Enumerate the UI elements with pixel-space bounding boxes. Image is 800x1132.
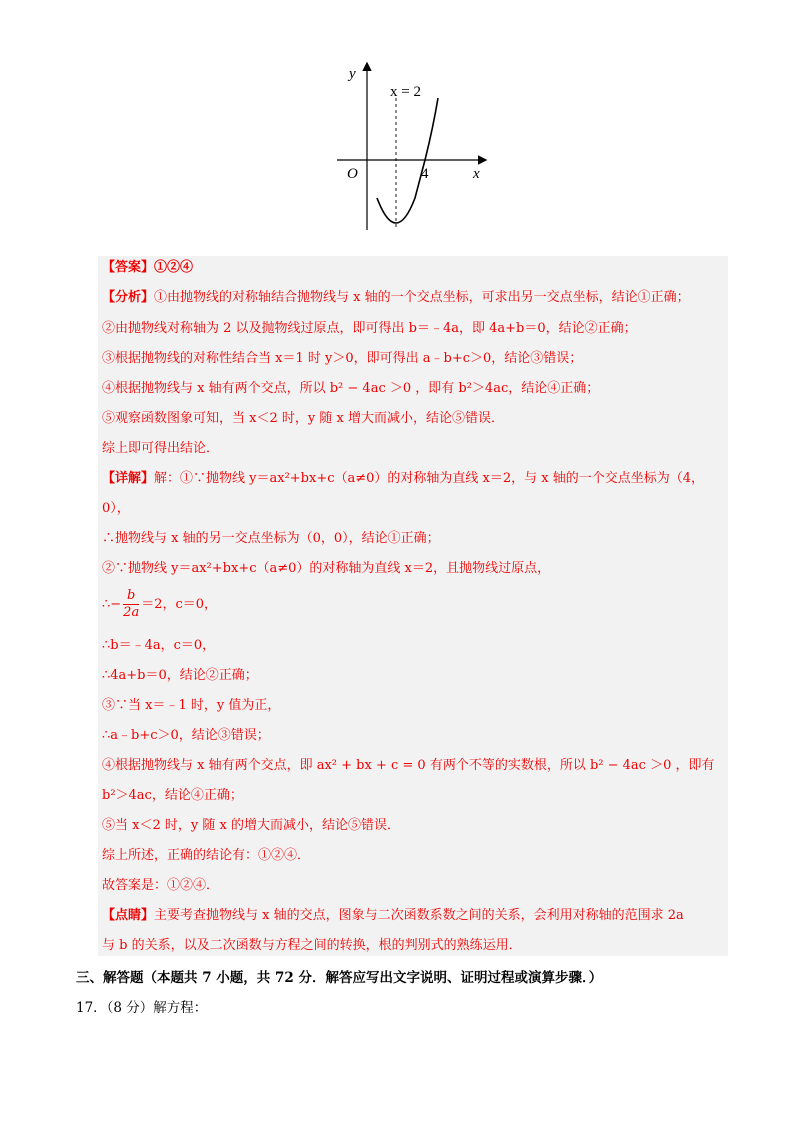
detail-line-10: ④根据抛物线与 x 轴有两个交点，即 ax² + bx + c = 0 有两个不等的实数根，所以 b² − 4ac ＞0 ，即有 <box>102 758 715 773</box>
comment-tag: 【点睛】 <box>102 908 155 923</box>
fraction-result: ＝2，c＝0， <box>141 597 218 612</box>
symmetry-axis-label: x = 2 <box>390 84 421 100</box>
detail-line-5 <box>102 588 724 622</box>
detail-line-13: 综上所述，正确的结论有：①②④． <box>102 848 311 863</box>
analysis-line-2: ②由抛物线对称轴为 2 以及抛物线过原点，即可得出 b＝﹣4a，即 4a+b＝0，结论②正确； <box>102 321 637 336</box>
detail-line-1 <box>102 469 724 489</box>
fraction-numerator: b <box>123 588 139 605</box>
detail-line-14: 故答案是：①②④． <box>102 878 220 893</box>
question-17: 17．（8 分）解方程： <box>76 1000 208 1016</box>
comment-line-2: 与 b 的关系，以及二次函数与方程之间的转换，根的判别式的熟练运用． <box>102 938 522 953</box>
parabola-figure <box>335 58 495 238</box>
therefore-minus: ∴− <box>102 597 122 612</box>
analysis-line-4: ④根据抛物线与 x 轴有两个交点，所以 b² − 4ac ＞0 ，即有 b²＞4ac，结论④正确； <box>102 381 600 396</box>
answer-analysis-block <box>98 256 728 956</box>
y-axis-label: y <box>349 66 356 82</box>
origin-label: O <box>347 166 358 182</box>
comment-text: 主要考查抛物线与 x 轴的交点，图象与二次函数系数之间的关系，会利用对称轴的范围求 2a <box>154 908 684 923</box>
detail-line-9: ∴a﹣b+c＞0，结论③错误； <box>102 728 270 743</box>
section-title: 三、解答题（本题共 7 小题，共 72 分．解答应写出文字说明、证明过程或演算步骤．） <box>76 970 603 986</box>
analysis-tag: 【分析】 <box>102 290 155 305</box>
detail-line-3: ∴抛物线与 x 轴的另一交点坐标为（0，0），结论①正确； <box>102 531 440 546</box>
x-axis-label: x <box>473 166 480 182</box>
answer-text: 【答案】①②④ <box>102 260 194 275</box>
analysis-line-3: ③根据抛物线的对称性结合当 x＝1 时 y＞0，即可得出 a﹣b+c＞0，结论③错误； <box>102 351 583 366</box>
answer-line <box>102 258 724 278</box>
analysis-line-6: 综上即可得出结论． <box>102 441 220 456</box>
detail-line-8: ③∵当 x＝﹣1 时，y 值为正， <box>102 698 281 713</box>
detail-line-4: ②∵抛物线 y＝ax²+bx+c（a≠0）的对称轴为直线 x＝2，且抛物线过原点， <box>102 561 551 576</box>
detail-tag: 【详解】 <box>102 471 155 486</box>
detail-line-6: ∴b＝﹣4a，c＝0， <box>102 638 216 653</box>
detail-line-2: 0）， <box>102 501 130 516</box>
fraction-denominator: 2a <box>123 605 140 620</box>
analysis-line-1 <box>102 288 724 308</box>
detail-line-12: ⑤当 x＜2 时，y 随 x 的增大而减小，结论⑤错误． <box>102 818 400 833</box>
root-label: 4 <box>421 166 429 182</box>
analysis-line-5: ⑤观察函数图象可知，当 x＜2 时，y 随 x 增大而减小，结论⑤错误． <box>102 411 504 426</box>
comment-line-1 <box>102 906 724 926</box>
detail-line-11: b²＞4ac，结论④正确； <box>102 788 243 803</box>
detail-line-7: ∴4a+b＝0，结论②正确； <box>102 668 258 683</box>
fraction <box>123 588 139 621</box>
detail-text: 解：①∵抛物线 y＝ax²+bx+c（a≠0）的对称轴为直线 x＝2，与 x 轴的一个交点坐标为（4， <box>154 471 705 486</box>
analysis-text: ①由抛物线的对称轴结合抛物线与 x 轴的一个交点坐标，可求出另一交点坐标，结论①正确； <box>154 290 690 305</box>
